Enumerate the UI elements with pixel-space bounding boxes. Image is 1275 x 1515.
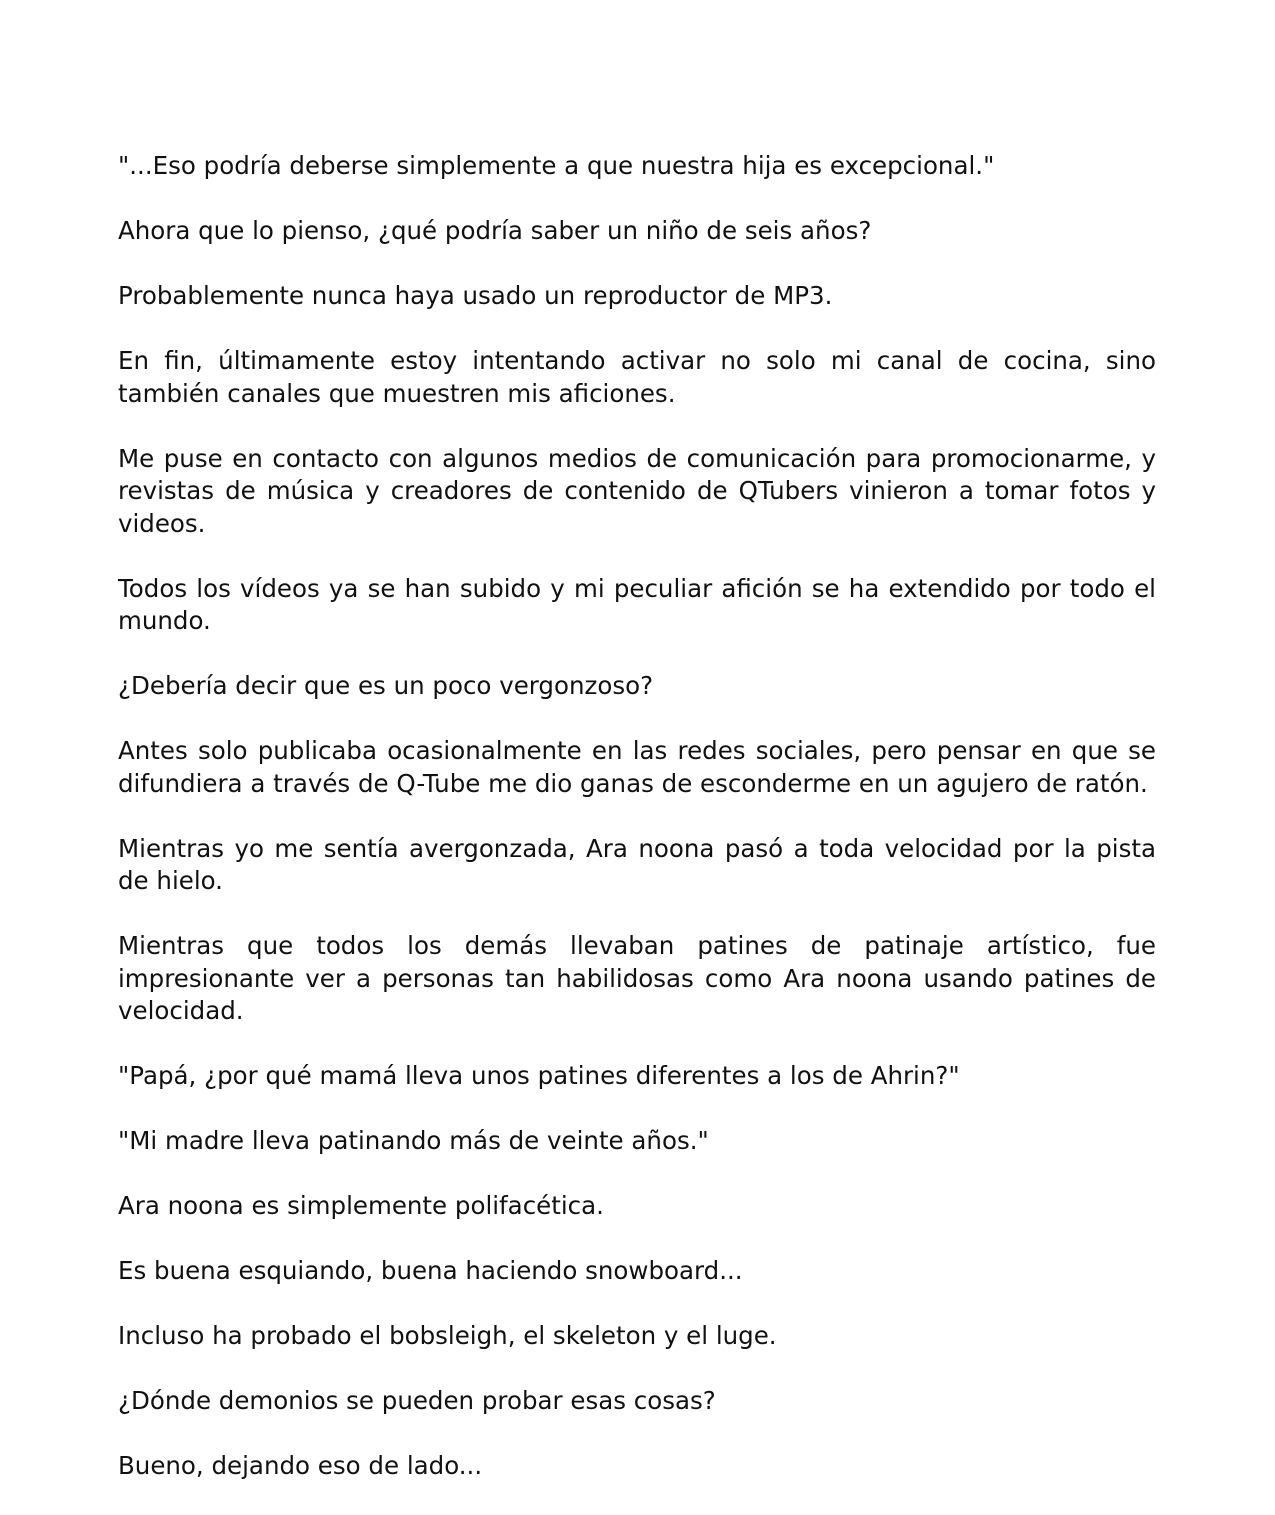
paragraph: "...Eso podría deberse simplemente a que nuestra hija es excepcional."	[118, 151, 995, 180]
paragraph: Ara noona es simplemente polifacética.	[118, 1191, 604, 1220]
paragraph: ¿Dónde demonios se pueden probar esas cosas?	[118, 1386, 716, 1415]
paragraph: Bueno, dejando eso de lado...	[118, 1451, 483, 1480]
paragraph: Ahora que lo pienso, ¿qué podría saber un niño de seis años?	[118, 216, 872, 245]
paragraph: Me puse en contacto con algunos medios de comunicación para promocionarme, y revistas de música y creadores de contenido de QTubers vinieron a tomar fotos y videos.	[118, 443, 1156, 538]
paragraph: En fin, últimamente estoy intentando activar no solo mi canal de cocina, sino también canales que muestren mis aficiones.	[118, 346, 1156, 408]
paragraph: Mientras yo me sentía avergonzada, Ara noona pasó a toda velocidad por la pista de hielo.	[118, 833, 1156, 895]
paragraph: Antes solo publicaba ocasionalmente en las redes sociales, pero pensar en que se difundiera a través de Q-Tube me dio ganas de esconderme en un agujero de ratón.	[118, 736, 1156, 798]
paragraph: Mientras que todos los demás llevaban patines de patinaje artístico, fue impresionante ver a personas tan habilidosas como Ara noona usando patines de velocidad.	[118, 931, 1156, 1025]
paragraph: Es buena esquiando, buena haciendo snowboard...	[118, 1256, 743, 1285]
paragraph: "Papá, ¿por qué mamá lleva unos patines diferentes a los de Ahrin?"	[118, 1061, 960, 1090]
document-body	[118, 150, 1156, 1515]
paragraph: Probablemente nunca haya usado un reproductor de MP3.	[118, 281, 833, 310]
paragraph: Incluso ha probado el bobsleigh, el skeleton y el luge.	[118, 1321, 777, 1350]
paragraph: Todos los vídeos ya se han subido y mi peculiar afición se ha extendido por todo el mundo.	[118, 573, 1156, 635]
paragraph: ¿Debería decir que es un poco vergonzoso?	[118, 671, 654, 700]
paragraph: "Mi madre lleva patinando más de veinte años."	[118, 1126, 709, 1155]
